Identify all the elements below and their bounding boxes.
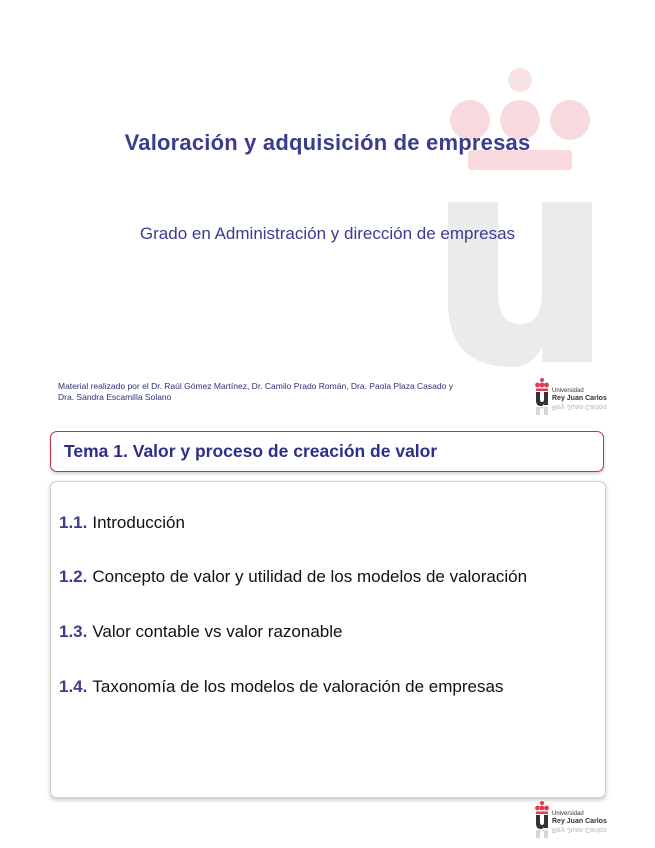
item-text: Concepto de valor y utilidad de los modelos de valoración [92,567,528,586]
logo-reflection-label: Rey Juan Carlos [552,403,607,410]
urjc-logo-icon [534,800,550,838]
item-number: 1.4. [59,677,88,696]
university-logo-bottom [534,800,607,840]
authors-credit [58,381,528,403]
document-title: Valoración y adquisición de empresas [124,130,531,155]
urjc-logo-icon [534,377,550,415]
university-watermark-icon [440,62,600,372]
list-item [59,567,527,587]
logo-reflection-label: Rey Juan Carlos [552,826,607,833]
list-item [59,677,503,697]
logo-university-label: Universidad [552,388,584,394]
authors-line-2: Dra. Sandra Escamilla Solano [58,392,172,402]
degree-subtitle: Grado en Administración y dirección de empresas [139,224,516,243]
university-logo-top [534,377,607,417]
list-item [59,622,342,642]
item-number: 1.3. [59,622,88,641]
item-text: Valor contable vs valor razonable [92,622,343,641]
logo-university-label: Universidad [552,811,584,817]
item-number: 1.2. [59,567,88,586]
contents-list [50,481,606,798]
item-text: Taxonomía de los modelos de valoración de empresas [92,677,504,696]
topic-header [50,431,604,472]
authors-line-1: Material realizado por el Dr. Raúl Gómez Martínez, Dr. Camilo Prado Román, Dra. Paola Plaza Casado y [58,381,453,391]
topic-title: Tema 1. Valor y proceso de creación de valor [64,441,438,461]
logo-name-label: Rey Juan Carlos [552,395,607,402]
item-text: Introducción [92,513,185,532]
item-number: 1.1. [59,513,88,532]
list-item [59,513,185,533]
logo-name-label: Rey Juan Carlos [552,818,607,825]
